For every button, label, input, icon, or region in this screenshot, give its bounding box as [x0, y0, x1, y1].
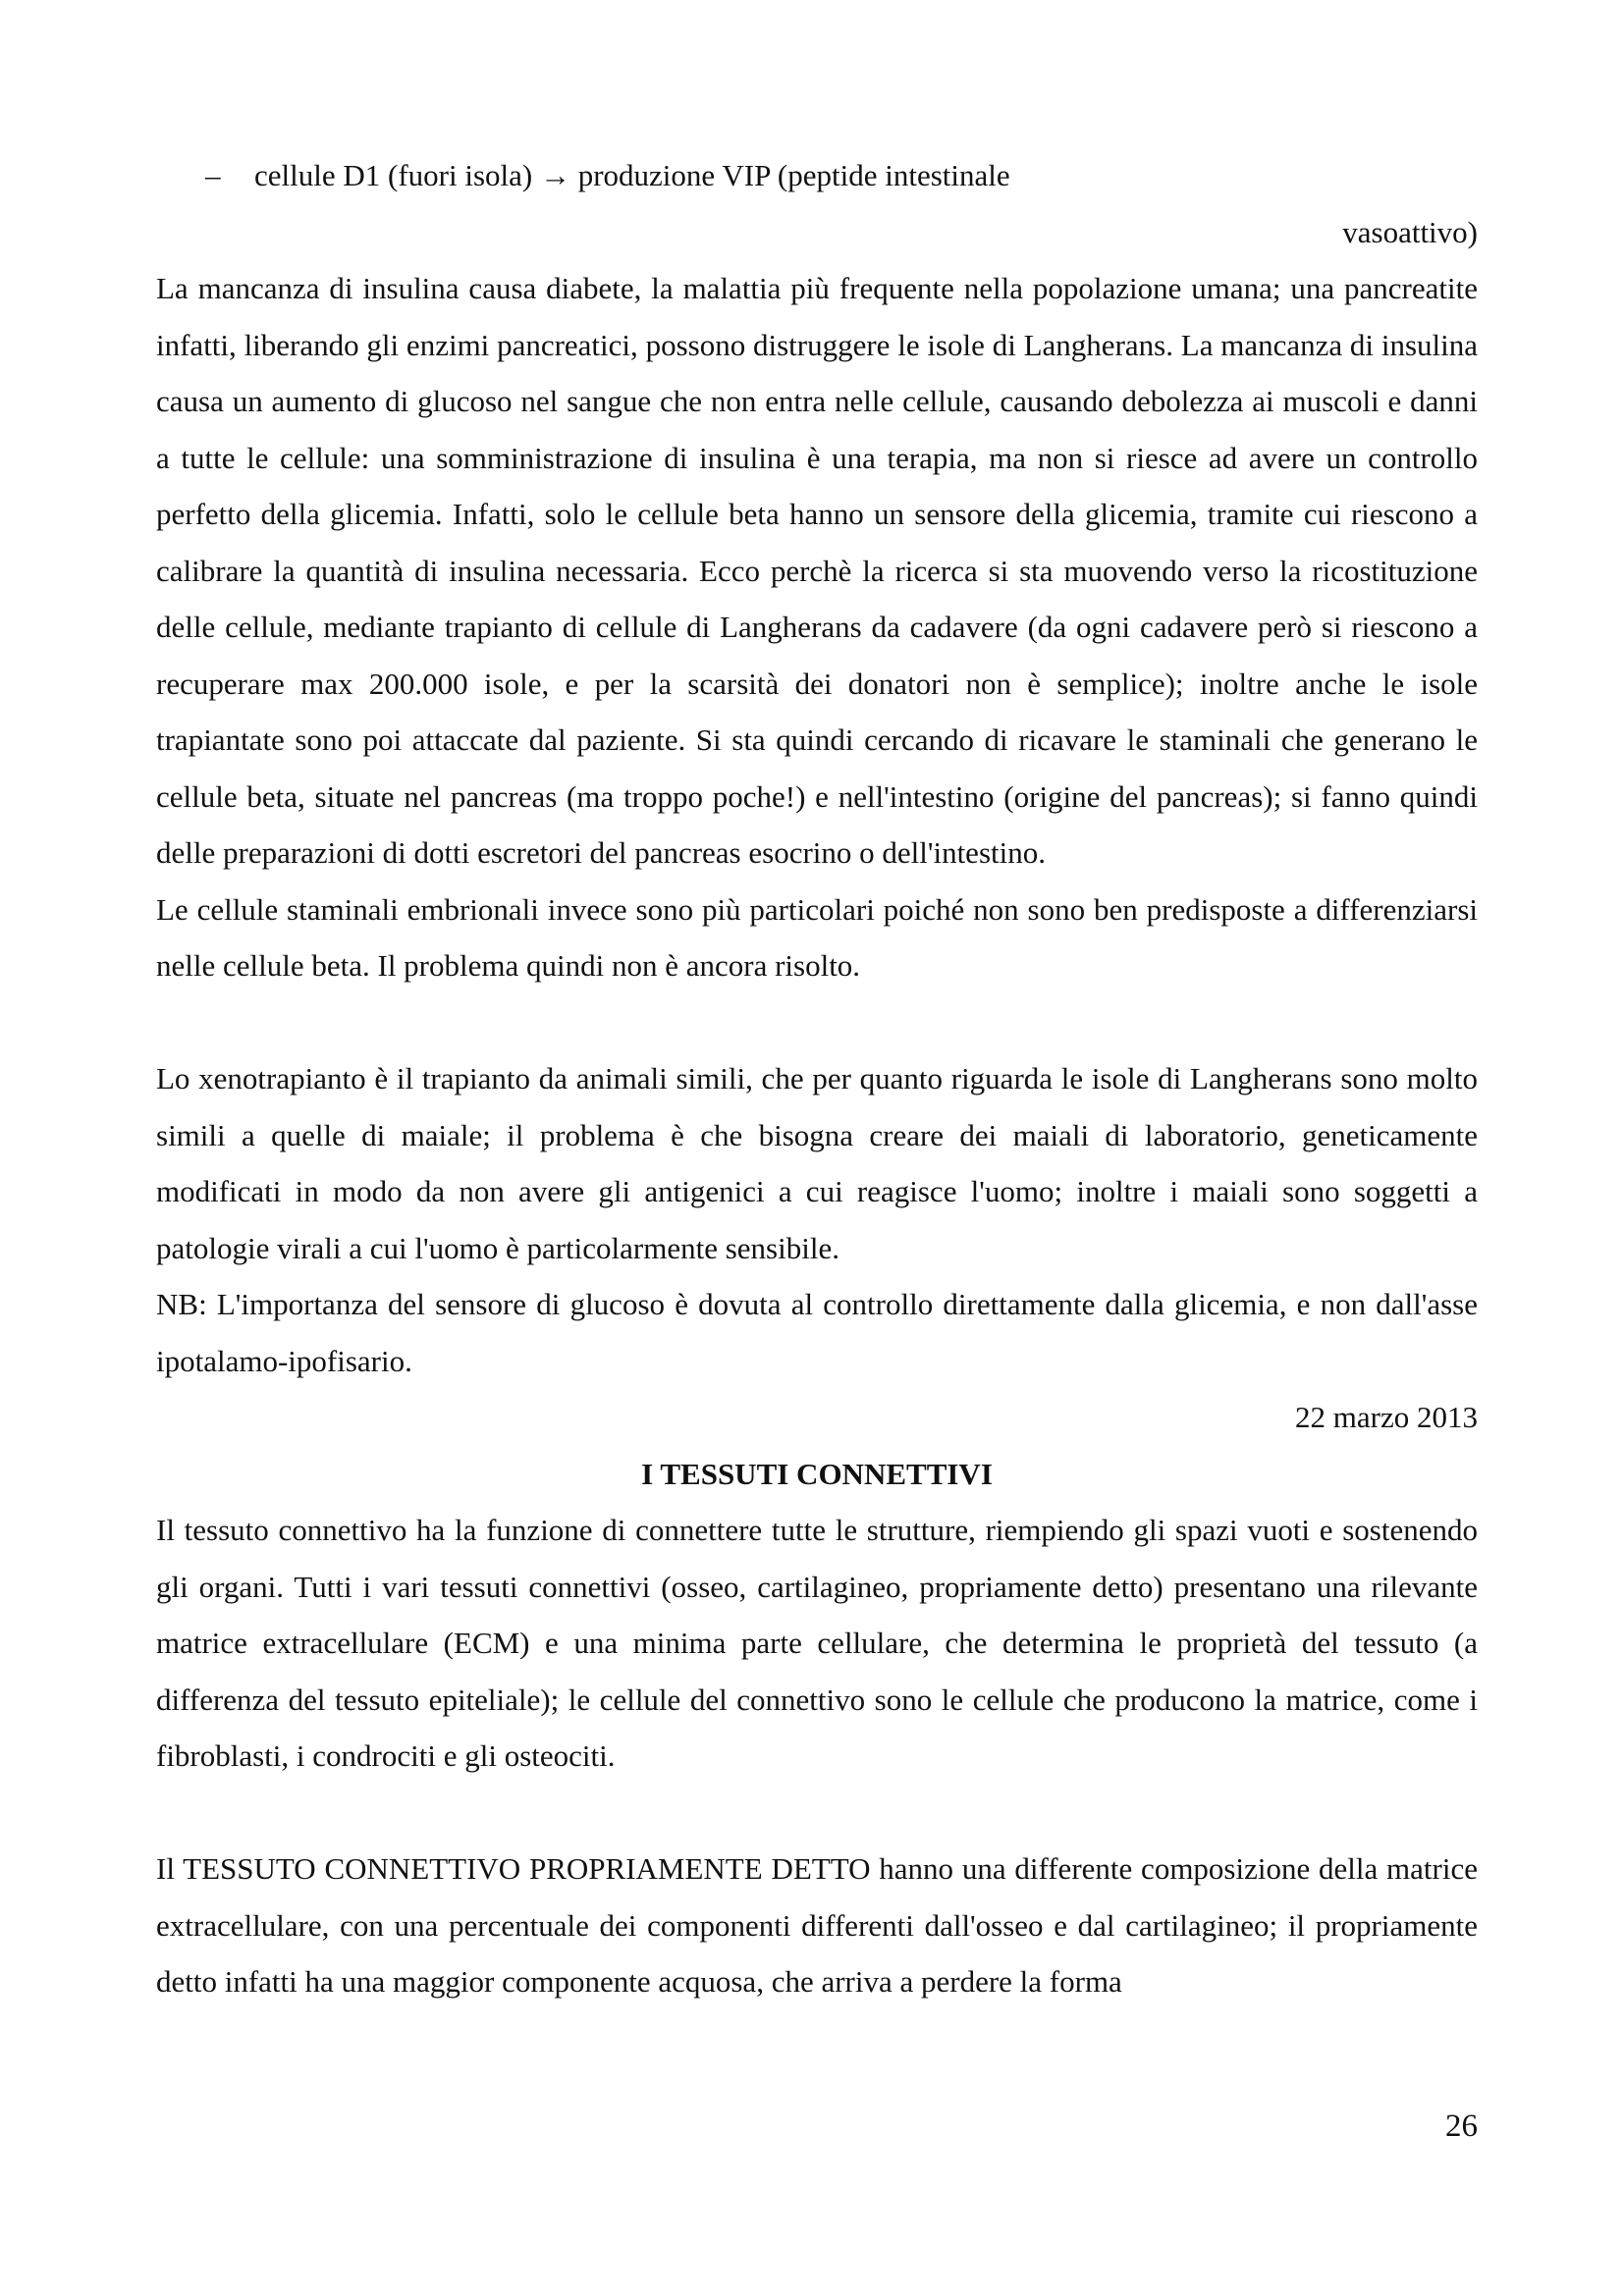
section-title: I TESSUTI CONNETTIVI	[641, 1456, 993, 1491]
paragraph-stem-cells: Le cellule staminali embrionali invece sono più particolari poiché non sono ben predisposte a differenziarsi nelle cellule beta. Il problema quindi non è ancora risolto.	[156, 891, 1478, 983]
spacer	[156, 1785, 1478, 1842]
lecture-date: 22 marzo 2013	[1295, 1400, 1478, 1434]
bullet-item	[156, 147, 1478, 204]
paragraph-diabetes: La mancanza di insulina causa diabete, la malattia più frequente nella popolazione umana; una pancreatite infatti, liberando gli enzimi pancreatici, possono distruggere le isole di Langherans. La mancanza di insulina causa un aumento di glucoso nel sangue che non entra nelle cellule, causando debolezza ai muscoli e danni a tutte le cellule: una somministrazione di insulina è una terapia, ma non si riesce ad avere un controllo perfetto della glicemia. Infatti, solo le cellule beta hanno un sensore della glicemia, tramite cui riescono a calibrare la quantità di insulina necessaria. Ecco perchè la ricerca si sta muovendo verso la ricostituzione delle cellule, mediante trapianto di cellule di Langherans da cadavere (da ogni cadavere però si riescono a recuperare max 200.000 isole, e per la scarsità dei donatori non è semplice); inoltre anche le isole trapiantate sono poi attaccate dal paziente. Si sta quindi cercando di ricavare le staminali che generano le cellule beta, situate nel pancreas (ma troppo poche!) e nell'intestino (origine del pancreas); si fanno quindi delle preparazioni di dotti escretori del pancreas esocrino o dell'intestino.	[156, 271, 1478, 870]
page-number: 26	[1445, 2109, 1478, 2144]
bullet-dash: –	[205, 158, 221, 192]
spacer	[156, 994, 1478, 1051]
paragraph-connective-proper: Il TESSUTO CONNETTIVO PROPRIAMENTE DETTO hanno una differente composizione della matrice extracellulare, con una percentuale dei componenti differenti dall'osseo e dal cartilagineo; il propriamente detto infatti ha una maggior componente acquosa, che arriva a perdere la forma	[156, 1851, 1478, 1999]
paragraph-xenotransplant: Lo xenotrapianto è il trapianto da animali simili, che per quanto riguarda le isole di Langherans sono molto simili a quelle di maiale; il problema è che bisogna creare dei maiali di laboratorio, geneticamente modificati in modo da non avere gli antigenici a cui reagisce l'uomo; inoltre i maiali sono soggetti a patologie virali a cui l'uomo è particolarmente sensibile.	[156, 1061, 1478, 1265]
bullet-text: cellule D1 (fuori isola) → produzione VIP (peptide intestinale	[254, 158, 1010, 192]
bullet-continuation: vasoattivo)	[1342, 214, 1478, 249]
paragraph-note: NB: L'importanza del sensore di glucoso è dovuta al controllo direttamente dalla glicemia, e non dall'asse ipotalamo-ipofisario.	[156, 1287, 1478, 1378]
page-body	[156, 147, 1478, 2010]
paragraph-connective-intro: Il tessuto connettivo ha la funzione di connettere tutte le strutture, riempiendo gli spazi vuoti e sostenendo gli organi. Tutti i vari tessuti connettivi (osseo, cartilagineo, propriamente detto) presentano una rilevante matrice extracellulare (ECM) e una minima parte cellulare, che determina le proprietà del tessuto (a differenza del tessuto epiteliale); le cellule del connettivo sono le cellule che producono la matrice, come i fibroblasti, i condrociti e gli osteociti.	[156, 1513, 1478, 1773]
